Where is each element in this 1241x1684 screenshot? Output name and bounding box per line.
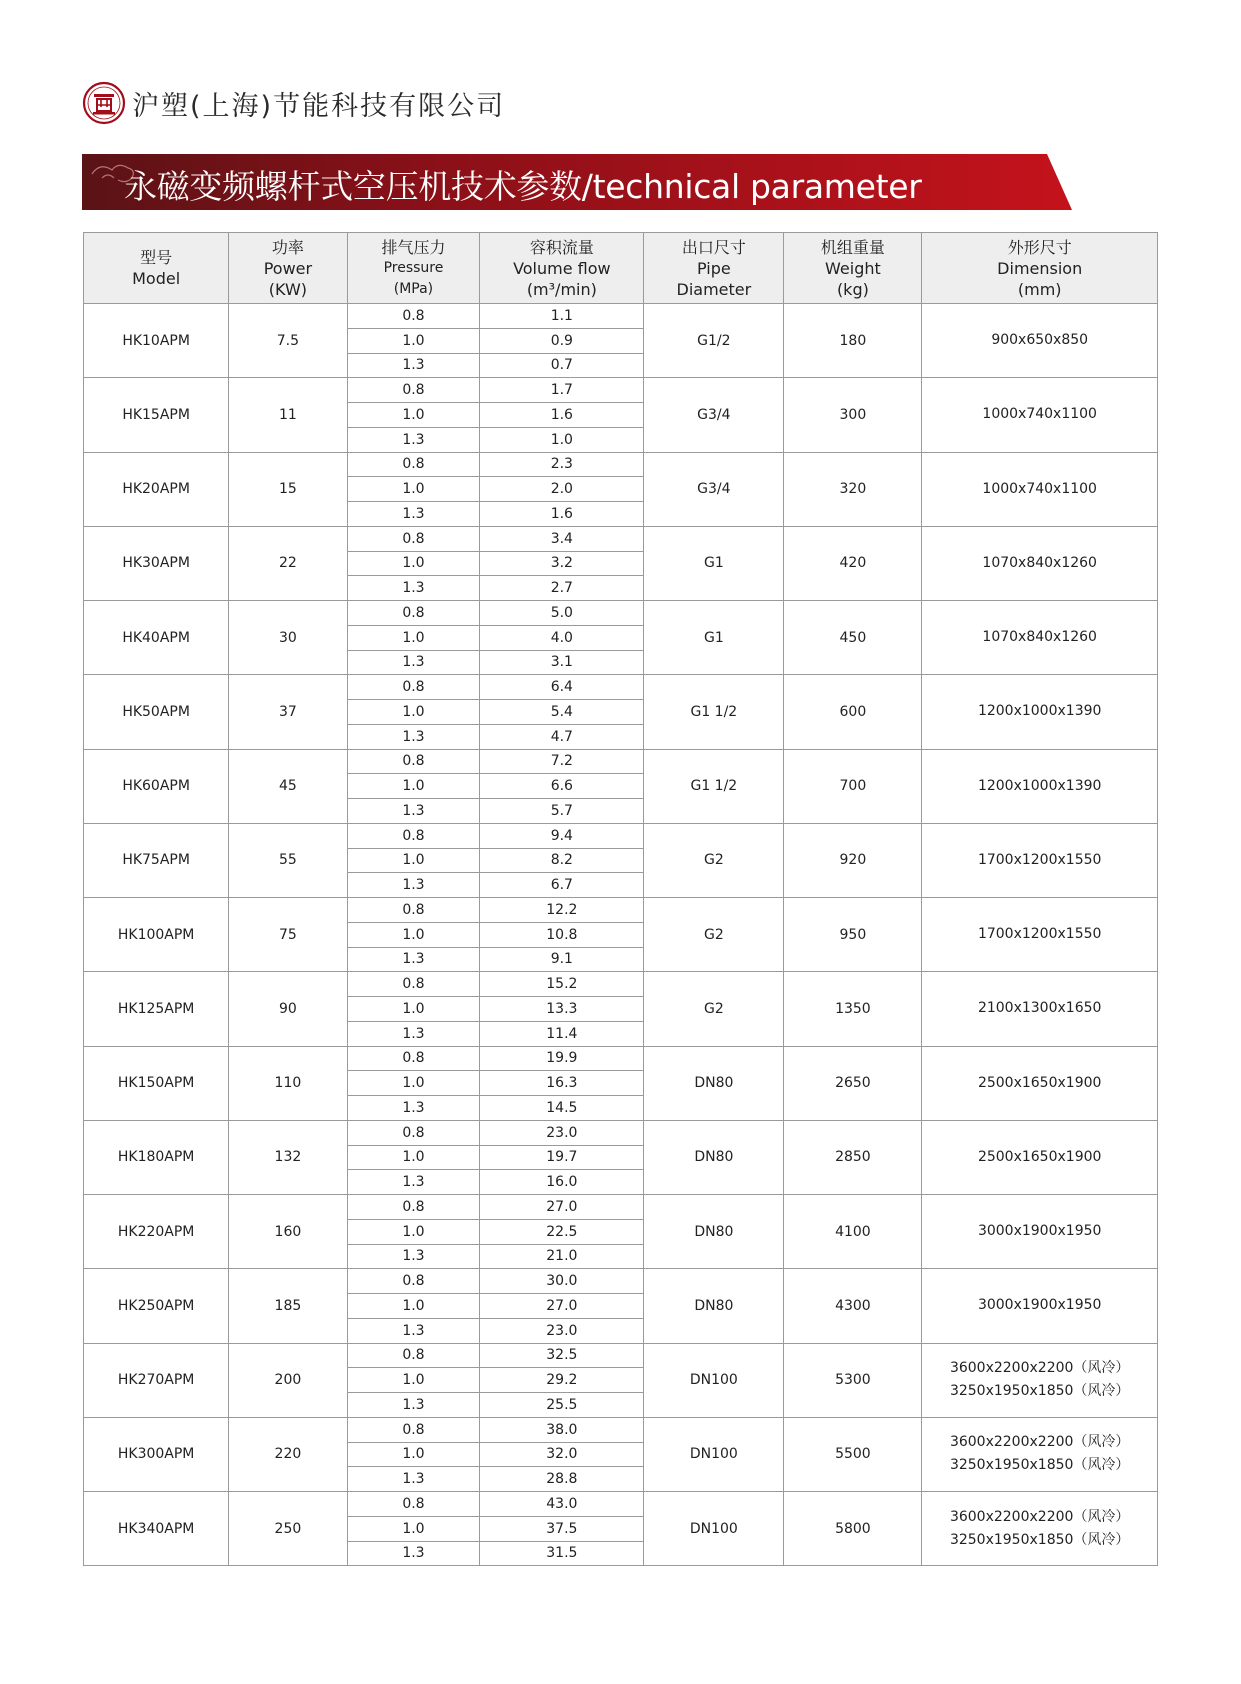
power-cell: 160 <box>229 1195 347 1269</box>
power-cell: 250 <box>229 1492 347 1566</box>
dimension-cell <box>922 378 1158 452</box>
table-body <box>84 304 1158 1566</box>
table-row <box>84 1343 1158 1368</box>
pipe-cell: DN80 <box>644 1120 784 1194</box>
dimension-cell <box>922 972 1158 1046</box>
table-row <box>84 749 1158 774</box>
flow-cell: 32.5 <box>480 1343 644 1368</box>
pressure-cell: 1.3 <box>347 502 480 527</box>
dimension-line: 900x650x850 <box>991 332 1089 349</box>
power-cell: 22 <box>229 526 347 600</box>
dimension-line: 2100x1300x1650 <box>977 1000 1102 1017</box>
dimension-line: 1700x1200x1550 <box>977 851 1102 868</box>
pressure-cell: 1.0 <box>347 1145 480 1170</box>
flow-cell: 2.3 <box>480 452 644 477</box>
model-cell: HK270APM <box>84 1343 229 1417</box>
flow-cell: 43.0 <box>480 1492 644 1517</box>
page-header <box>82 80 505 126</box>
flow-cell: 0.7 <box>480 353 644 378</box>
power-cell: 220 <box>229 1417 347 1491</box>
table-header-row <box>84 233 1158 304</box>
pressure-cell: 0.8 <box>347 1046 480 1071</box>
table-row <box>84 972 1158 997</box>
pressure-cell: 1.0 <box>347 774 480 799</box>
dimension-cell <box>922 1120 1158 1194</box>
pressure-cell: 1.0 <box>347 997 480 1022</box>
pressure-cell: 1.3 <box>347 427 480 452</box>
table-row <box>84 1269 1158 1294</box>
flow-cell: 1.6 <box>480 403 644 428</box>
model-cell: HK340APM <box>84 1492 229 1566</box>
pressure-cell: 0.8 <box>347 378 480 403</box>
power-cell: 90 <box>229 972 347 1046</box>
pressure-cell: 1.3 <box>347 1393 480 1418</box>
pressure-cell: 1.0 <box>347 477 480 502</box>
dimension-cell <box>922 1492 1158 1566</box>
power-cell: 55 <box>229 823 347 897</box>
company-name: 沪塑(上海)节能科技有限公司 <box>132 90 506 122</box>
dimension-line: 2500x1650x1900 <box>977 1148 1102 1165</box>
pressure-cell: 1.0 <box>347 328 480 353</box>
flow-cell: 5.0 <box>480 601 644 626</box>
model-cell: HK100APM <box>84 898 229 972</box>
pressure-cell: 1.3 <box>347 947 480 972</box>
dimension-line: 2500x1650x1900 <box>977 1074 1102 1091</box>
power-cell: 15 <box>229 452 347 526</box>
pressure-cell: 0.8 <box>347 1120 480 1145</box>
pipe-cell: G1 1/2 <box>644 749 784 823</box>
pipe-cell: G2 <box>644 898 784 972</box>
weight-cell: 600 <box>784 675 922 749</box>
dimension-line: 1000x740x1100 <box>982 480 1097 497</box>
dimension-line: 3600x2200x2200（风冷） <box>949 1434 1130 1451</box>
weight-cell: 2650 <box>784 1046 922 1120</box>
pressure-cell: 1.3 <box>347 799 480 824</box>
page-title: 永磁变频螺杆式空压机技术参数/technical parameter <box>124 167 922 206</box>
weight-cell: 320 <box>784 452 922 526</box>
model-cell: HK60APM <box>84 749 229 823</box>
flow-cell: 19.9 <box>480 1046 644 1071</box>
flow-cell: 37.5 <box>480 1516 644 1541</box>
power-cell: 45 <box>229 749 347 823</box>
table-row <box>84 823 1158 848</box>
weight-cell: 950 <box>784 898 922 972</box>
dimension-cell <box>922 1195 1158 1269</box>
pressure-cell: 0.8 <box>347 749 480 774</box>
pressure-cell: 0.8 <box>347 526 480 551</box>
flow-cell: 27.0 <box>480 1294 644 1319</box>
flow-cell: 30.0 <box>480 1269 644 1294</box>
pipe-cell: G1 <box>644 601 784 675</box>
pressure-cell: 1.3 <box>347 1096 480 1121</box>
flow-cell: 32.0 <box>480 1442 644 1467</box>
flow-cell: 6.7 <box>480 873 644 898</box>
flow-cell: 23.0 <box>480 1318 644 1343</box>
table-row <box>84 675 1158 700</box>
weight-cell: 4100 <box>784 1195 922 1269</box>
pressure-cell: 1.0 <box>347 1294 480 1319</box>
pressure-cell: 1.0 <box>347 1219 480 1244</box>
pipe-cell: G1/2 <box>644 304 784 378</box>
model-cell: HK30APM <box>84 526 229 600</box>
flow-cell: 21.0 <box>480 1244 644 1269</box>
power-cell: 200 <box>229 1343 347 1417</box>
dimension-cell <box>922 823 1158 897</box>
dimension-line: 1700x1200x1550 <box>977 926 1102 943</box>
dimension-cell <box>922 1269 1158 1343</box>
pressure-cell: 1.3 <box>347 1318 480 1343</box>
flow-cell: 8.2 <box>480 848 644 873</box>
model-cell: HK220APM <box>84 1195 229 1269</box>
flow-cell: 23.0 <box>480 1120 644 1145</box>
flow-cell: 38.0 <box>480 1417 644 1442</box>
pressure-cell: 1.0 <box>347 403 480 428</box>
pressure-cell: 1.3 <box>347 1467 480 1492</box>
dimension-line: 3000x1900x1950 <box>977 1223 1102 1240</box>
flow-cell: 7.2 <box>480 749 644 774</box>
pressure-cell: 0.8 <box>347 1343 480 1368</box>
model-cell: HK50APM <box>84 675 229 749</box>
table-row <box>84 378 1158 403</box>
pressure-cell: 1.0 <box>347 1071 480 1096</box>
header-dimension: 外形尺寸 Dimension (mm) <box>922 233 1158 304</box>
pressure-cell: 1.0 <box>347 625 480 650</box>
dimension-line: 3250x1950x1850（风冷） <box>949 1383 1130 1400</box>
pressure-cell: 0.8 <box>347 823 480 848</box>
power-cell: 185 <box>229 1269 347 1343</box>
pressure-cell: 0.8 <box>347 898 480 923</box>
pressure-cell: 1.3 <box>347 353 480 378</box>
table-row <box>84 304 1158 329</box>
pipe-cell: DN100 <box>644 1343 784 1417</box>
pressure-cell: 1.0 <box>347 700 480 725</box>
flow-cell: 11.4 <box>480 1021 644 1046</box>
pressure-cell: 1.3 <box>347 1541 480 1566</box>
flow-cell: 6.4 <box>480 675 644 700</box>
dimension-cell <box>922 601 1158 675</box>
pressure-cell: 1.3 <box>347 873 480 898</box>
flow-cell: 9.1 <box>480 947 644 972</box>
pipe-cell: G2 <box>644 972 784 1046</box>
power-cell: 75 <box>229 898 347 972</box>
dimension-cell <box>922 1417 1158 1491</box>
pipe-cell: G2 <box>644 823 784 897</box>
table-row <box>84 1120 1158 1145</box>
flow-cell: 1.1 <box>480 304 644 329</box>
power-cell: 37 <box>229 675 347 749</box>
weight-cell: 1350 <box>784 972 922 1046</box>
pressure-cell: 0.8 <box>347 1269 480 1294</box>
model-cell: HK20APM <box>84 452 229 526</box>
pressure-cell: 0.8 <box>347 452 480 477</box>
model-cell: HK150APM <box>84 1046 229 1120</box>
weight-cell: 5800 <box>784 1492 922 1566</box>
header-model: 型号 Model <box>84 233 229 304</box>
pressure-cell: 1.3 <box>347 650 480 675</box>
pressure-cell: 1.3 <box>347 1170 480 1195</box>
weight-cell: 5300 <box>784 1343 922 1417</box>
flow-cell: 5.4 <box>480 700 644 725</box>
table-row <box>84 1492 1158 1517</box>
pressure-cell: 1.0 <box>347 1368 480 1393</box>
company-logo-icon <box>82 81 126 125</box>
table-row <box>84 898 1158 923</box>
pressure-cell: 0.8 <box>347 1492 480 1517</box>
weight-cell: 300 <box>784 378 922 452</box>
dimension-cell <box>922 1046 1158 1120</box>
flow-cell: 15.2 <box>480 972 644 997</box>
pipe-cell: DN80 <box>644 1269 784 1343</box>
header-weight: 机组重量 Weight (kg) <box>784 233 922 304</box>
dimension-line: 1070x840x1260 <box>982 629 1097 646</box>
pressure-cell: 1.0 <box>347 922 480 947</box>
pressure-cell: 0.8 <box>347 675 480 700</box>
flow-cell: 27.0 <box>480 1195 644 1220</box>
flow-cell: 4.7 <box>480 724 644 749</box>
flow-cell: 29.2 <box>480 1368 644 1393</box>
pipe-cell: DN100 <box>644 1492 784 1566</box>
flow-cell: 16.3 <box>480 1071 644 1096</box>
pipe-cell: DN80 <box>644 1195 784 1269</box>
weight-cell: 420 <box>784 526 922 600</box>
table-row <box>84 1417 1158 1442</box>
pressure-cell: 0.8 <box>347 601 480 626</box>
model-cell: HK75APM <box>84 823 229 897</box>
weight-cell: 450 <box>784 601 922 675</box>
title-banner <box>82 154 1072 210</box>
pressure-cell: 0.8 <box>347 972 480 997</box>
dimension-cell <box>922 898 1158 972</box>
pipe-cell: G1 <box>644 526 784 600</box>
flow-cell: 14.5 <box>480 1096 644 1121</box>
header-flow: 容积流量 Volume flow (m³/min) <box>480 233 644 304</box>
pressure-cell: 1.0 <box>347 551 480 576</box>
model-cell: HK10APM <box>84 304 229 378</box>
model-cell: HK15APM <box>84 378 229 452</box>
pressure-cell: 1.3 <box>347 1244 480 1269</box>
weight-cell: 2850 <box>784 1120 922 1194</box>
pressure-cell: 1.3 <box>347 576 480 601</box>
flow-cell: 1.6 <box>480 502 644 527</box>
flow-cell: 16.0 <box>480 1170 644 1195</box>
pipe-cell: G3/4 <box>644 452 784 526</box>
dimension-line: 3250x1950x1850（风冷） <box>949 1531 1130 1548</box>
flow-cell: 19.7 <box>480 1145 644 1170</box>
header-power: 功率 Power (KW) <box>229 233 347 304</box>
dimension-line: 3000x1900x1950 <box>977 1297 1102 1314</box>
dimension-line: 1000x740x1100 <box>982 406 1097 423</box>
flow-cell: 4.0 <box>480 625 644 650</box>
dimension-cell <box>922 1343 1158 1417</box>
weight-cell: 4300 <box>784 1269 922 1343</box>
flow-cell: 13.3 <box>480 997 644 1022</box>
flow-cell: 31.5 <box>480 1541 644 1566</box>
pipe-cell: G1 1/2 <box>644 675 784 749</box>
pressure-cell: 1.0 <box>347 1442 480 1467</box>
model-cell: HK40APM <box>84 601 229 675</box>
pressure-cell: 0.8 <box>347 304 480 329</box>
table-row <box>84 1195 1158 1220</box>
pressure-cell: 1.0 <box>347 848 480 873</box>
dimension-cell <box>922 749 1158 823</box>
table-row <box>84 601 1158 626</box>
model-cell: HK250APM <box>84 1269 229 1343</box>
pressure-cell: 1.3 <box>347 1021 480 1046</box>
pressure-cell: 0.8 <box>347 1195 480 1220</box>
flow-cell: 2.7 <box>480 576 644 601</box>
flow-cell: 10.8 <box>480 922 644 947</box>
flow-cell: 6.6 <box>480 774 644 799</box>
dimension-line: 3250x1950x1850（风冷） <box>949 1457 1130 1474</box>
pipe-cell: DN100 <box>644 1417 784 1491</box>
dimension-cell <box>922 675 1158 749</box>
weight-cell: 180 <box>784 304 922 378</box>
table-row <box>84 1046 1158 1071</box>
header-pipe: 出口尺寸 Pipe Diameter <box>644 233 784 304</box>
flow-cell: 0.9 <box>480 328 644 353</box>
power-cell: 7.5 <box>229 304 347 378</box>
flow-cell: 3.1 <box>480 650 644 675</box>
weight-cell: 920 <box>784 823 922 897</box>
dimension-line: 3600x2200x2200（风冷） <box>949 1508 1130 1525</box>
table-row <box>84 452 1158 477</box>
flow-cell: 3.4 <box>480 526 644 551</box>
pipe-cell: DN80 <box>644 1046 784 1120</box>
dimension-cell <box>922 526 1158 600</box>
power-cell: 110 <box>229 1046 347 1120</box>
pipe-cell: G3/4 <box>644 378 784 452</box>
weight-cell: 5500 <box>784 1417 922 1491</box>
pressure-cell: 0.8 <box>347 1417 480 1442</box>
model-cell: HK125APM <box>84 972 229 1046</box>
flow-cell: 28.8 <box>480 1467 644 1492</box>
flow-cell: 9.4 <box>480 823 644 848</box>
flow-cell: 25.5 <box>480 1393 644 1418</box>
flow-cell: 1.7 <box>480 378 644 403</box>
spec-table <box>83 232 1158 1566</box>
power-cell: 30 <box>229 601 347 675</box>
flow-cell: 5.7 <box>480 799 644 824</box>
dimension-line: 1070x840x1260 <box>982 554 1097 571</box>
dimension-line: 3600x2200x2200（风冷） <box>949 1360 1130 1377</box>
table-row <box>84 526 1158 551</box>
header-pressure: 排气压力 Pressure (MPa) <box>347 233 480 304</box>
dimension-cell <box>922 452 1158 526</box>
model-cell: HK300APM <box>84 1417 229 1491</box>
power-cell: 11 <box>229 378 347 452</box>
pressure-cell: 1.3 <box>347 724 480 749</box>
dimension-cell <box>922 304 1158 378</box>
flow-cell: 2.0 <box>480 477 644 502</box>
flow-cell: 3.2 <box>480 551 644 576</box>
dimension-line: 1200x1000x1390 <box>977 703 1102 720</box>
model-cell: HK180APM <box>84 1120 229 1194</box>
flow-cell: 12.2 <box>480 898 644 923</box>
weight-cell: 700 <box>784 749 922 823</box>
dimension-line: 1200x1000x1390 <box>977 777 1102 794</box>
flow-cell: 22.5 <box>480 1219 644 1244</box>
power-cell: 132 <box>229 1120 347 1194</box>
pressure-cell: 1.0 <box>347 1516 480 1541</box>
flow-cell: 1.0 <box>480 427 644 452</box>
